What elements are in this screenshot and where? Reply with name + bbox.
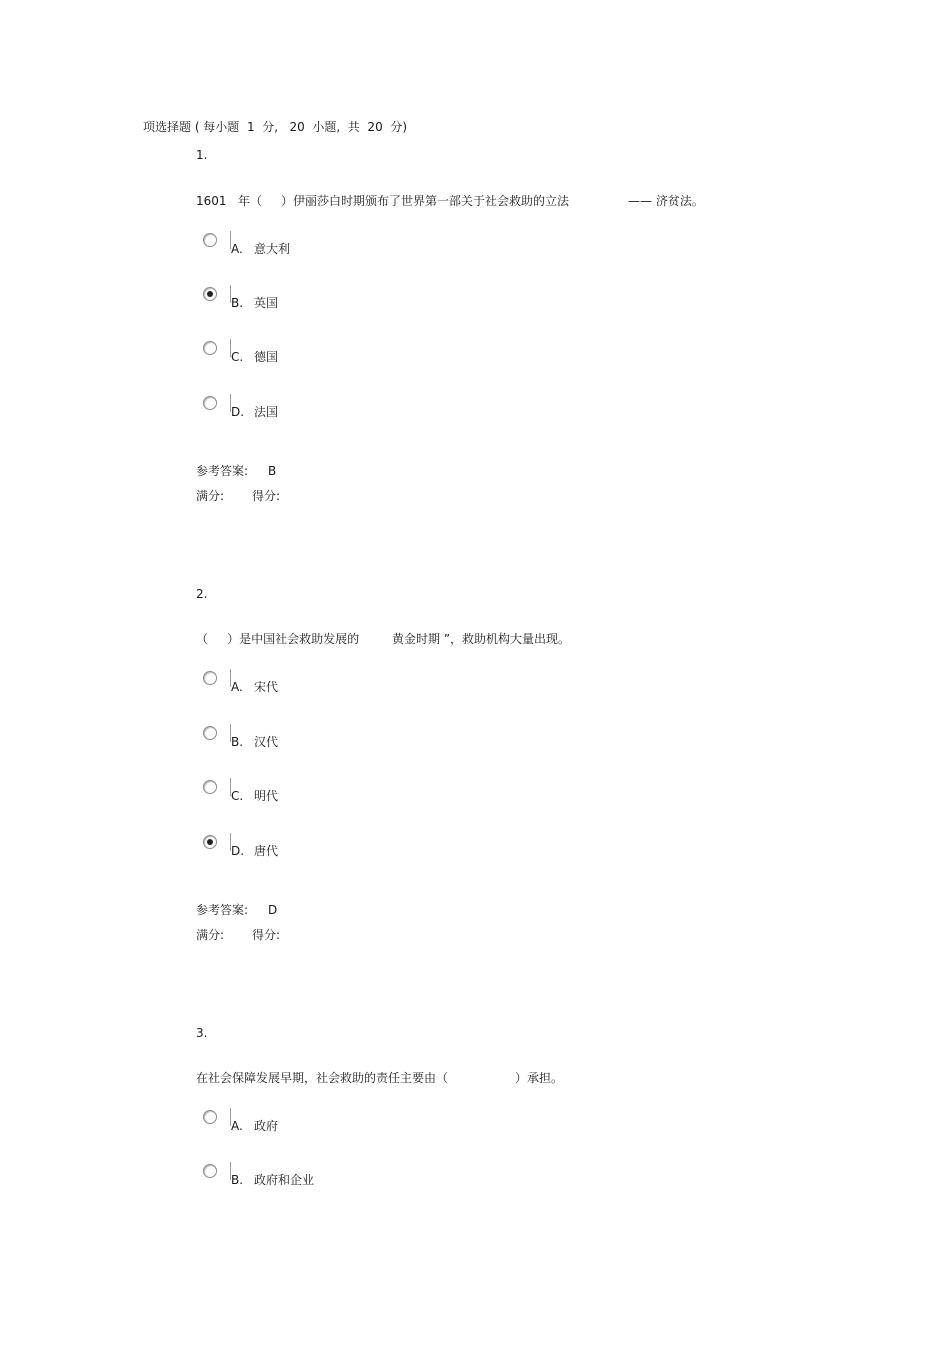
radio-unchecked-icon[interactable] (203, 1110, 217, 1124)
option-a[interactable] (200, 233, 500, 259)
option-text: 唐代 (254, 844, 279, 858)
option-a[interactable] (200, 671, 500, 697)
answer-label: 参考答案: (196, 903, 249, 917)
option-letter: C. (231, 350, 244, 364)
question-number: 2. (196, 587, 208, 601)
option-a[interactable] (200, 1110, 500, 1136)
option-letter: B. (231, 735, 244, 749)
score-label: 得分: (252, 489, 281, 503)
option-text: 政府 (254, 1119, 279, 1133)
answer-value: D (268, 903, 278, 917)
option-text: 英国 (254, 296, 279, 310)
option-text: 法国 (254, 405, 279, 419)
answer-value: B (268, 464, 277, 478)
question-text-tail: —— 济贫法。 (628, 194, 704, 208)
radio-checked-icon[interactable] (203, 835, 217, 849)
radio-unchecked-icon[interactable] (203, 1164, 217, 1178)
option-text: 宋代 (254, 680, 279, 694)
option-letter: D. (231, 405, 245, 419)
option-letter: A. (231, 680, 243, 694)
radio-checked-icon[interactable] (203, 287, 217, 301)
question-text: 在社会保障发展早期，社会救助的责任主要由（ (196, 1071, 449, 1085)
option-text: 德国 (254, 350, 279, 364)
option-text: 明代 (254, 789, 279, 803)
full-score-label: 满分: (196, 489, 225, 503)
option-letter: A. (231, 1119, 243, 1133)
radio-unchecked-icon[interactable] (203, 726, 217, 740)
question-number: 3. (196, 1026, 208, 1040)
option-letter: B. (231, 1173, 244, 1187)
option-b[interactable] (200, 287, 500, 313)
score-label: 得分: (252, 928, 281, 942)
question-number: 1. (196, 148, 208, 162)
option-text: 意大利 (254, 242, 291, 256)
radio-unchecked-icon[interactable] (203, 341, 217, 355)
section-header: 项选择题 ( 每小题 1 分, 20 小题, 共 20 分) (143, 120, 408, 134)
option-d[interactable] (200, 835, 500, 861)
option-d[interactable] (200, 396, 500, 422)
answer-label: 参考答案: (196, 464, 249, 478)
question-text-tail: 黄金时期 ”，救助机构大量出现。 (392, 632, 571, 646)
option-b[interactable] (200, 726, 500, 752)
option-letter: D. (231, 844, 245, 858)
option-b[interactable] (200, 1164, 500, 1190)
option-text: 政府和企业 (254, 1173, 315, 1187)
radio-unchecked-icon[interactable] (203, 671, 217, 685)
question-text-tail: ）承担。 (515, 1071, 564, 1085)
option-letter: C. (231, 789, 244, 803)
question-text: 1601 年（ ）伊丽莎白时期颁布了世界第一部关于社会救助的立法 (196, 194, 570, 208)
option-letter: B. (231, 296, 244, 310)
question-text: （ ）是中国社会救助发展的 (196, 632, 360, 646)
radio-unchecked-icon[interactable] (203, 780, 217, 794)
option-c[interactable] (200, 341, 500, 367)
full-score-label: 满分: (196, 928, 225, 942)
radio-unchecked-icon[interactable] (203, 396, 217, 410)
option-letter: A. (231, 242, 243, 256)
option-text: 汉代 (254, 735, 279, 749)
radio-unchecked-icon[interactable] (203, 233, 217, 247)
option-c[interactable] (200, 780, 500, 806)
